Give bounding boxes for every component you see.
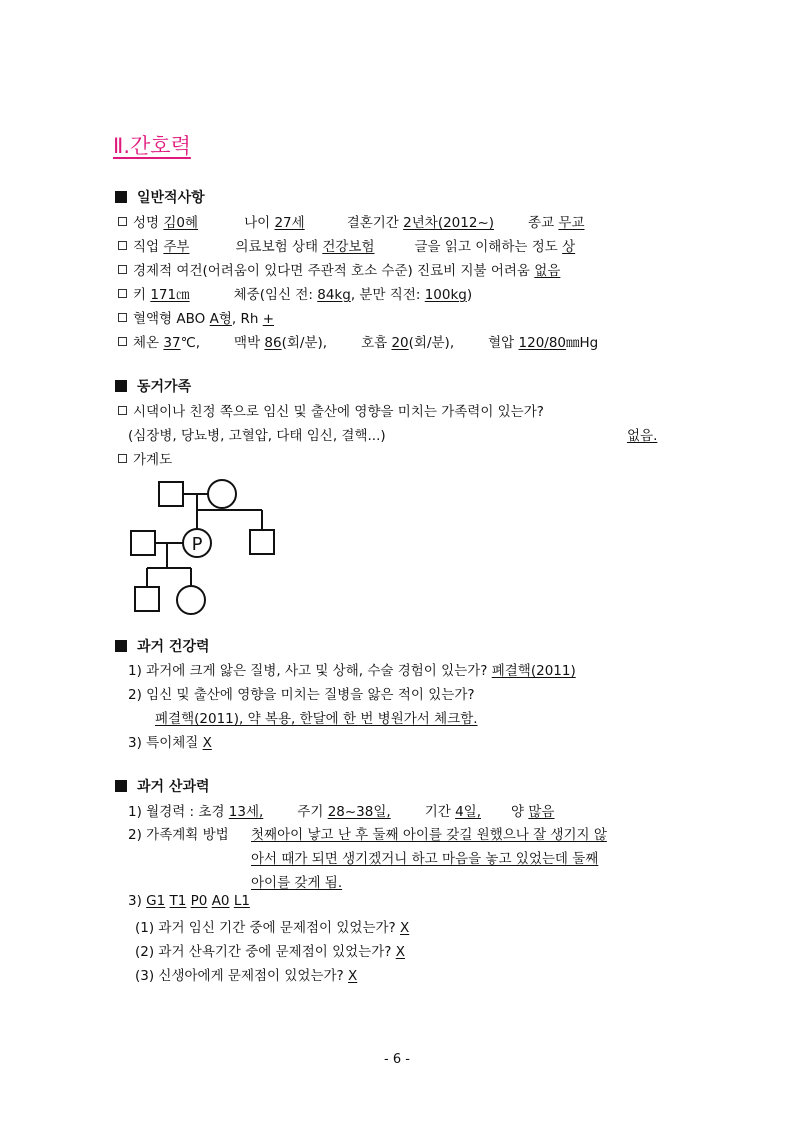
weight-mid-label: 분만 직전: <box>359 287 421 303</box>
weight-pre-value: 84kg <box>317 287 351 303</box>
menstrual-history <box>128 800 554 820</box>
q3-text: 3) 특이체질 <box>128 735 199 751</box>
pulse-value: 86 <box>264 335 282 351</box>
bullet-icon <box>118 265 127 274</box>
amount-value: 많음 <box>528 804 555 820</box>
past-health-q3 <box>128 731 212 751</box>
genogram-son <box>135 587 159 611</box>
resp-label: 호흡 <box>361 335 388 351</box>
genogram-daughter <box>177 586 205 614</box>
genogram-brother <box>250 530 274 554</box>
sub1-answer: X <box>400 920 410 936</box>
insurance-label: 의료보험 상태 <box>235 239 319 255</box>
blood-label: 혈액형 ABO <box>133 311 206 327</box>
sub1-text: (1) 과거 임신 기간 중에 문제점이 있었는가? <box>135 920 396 936</box>
sub2-text: (2) 과거 산욕기간 중에 문제점이 있었는가? <box>135 944 392 960</box>
general-row-5: 혈액형 ABO A형, Rh + <box>118 307 274 327</box>
temp-label: 체온 <box>133 335 160 351</box>
planning-line-2: 아서 때가 되면 생기겠거니 하고 마음을 놓고 있었는데 둘째 <box>251 851 599 867</box>
religion-label: 종교 <box>528 215 555 231</box>
bullet-icon <box>118 241 127 250</box>
sub3-text: (3) 신생아에게 문제점이 있었는가? <box>135 968 344 984</box>
square-bullet-icon <box>115 191 127 203</box>
religion-value: 무교 <box>558 215 585 231</box>
gtpal-g: G1 <box>146 893 166 909</box>
planning-line-1: 첫째아이 낳고 난 후 둘째 아이를 갖길 원했으나 잘 생기지 않 <box>251 827 607 843</box>
weight-post-value: 100kg <box>424 287 467 303</box>
obstetric-sub-3 <box>135 964 357 984</box>
gtpal-l: L1 <box>233 893 250 909</box>
genogram-label-row <box>118 448 172 468</box>
gtpal-prefix: 3) <box>128 893 142 909</box>
rh-value: + <box>262 311 275 327</box>
obstetric-sub-1 <box>135 916 409 936</box>
bullet-icon <box>118 454 127 463</box>
bp-label: 혈압 <box>488 335 515 351</box>
weight-close: ) <box>466 287 473 303</box>
genogram-grandfather <box>159 482 183 506</box>
section-past-obstetric-heading <box>115 776 210 796</box>
cycle-label: 주기 <box>297 804 324 820</box>
duration-label: 기간 <box>424 804 451 820</box>
bullet-icon <box>118 313 127 322</box>
page-number: - 6 - <box>384 1052 410 1067</box>
genogram-patient-mark: P <box>191 534 203 555</box>
age-value: 27세 <box>274 215 305 231</box>
insurance-value: 건강보험 <box>322 239 375 255</box>
age-label: 나이 <box>244 215 271 231</box>
bullet-icon <box>118 217 127 226</box>
pulse-label: 맥박 <box>234 335 261 351</box>
genogram-grandmother <box>208 480 236 508</box>
planning-line-3: 아이를 갖게 됨. <box>251 875 343 891</box>
square-bullet-icon <box>115 380 127 392</box>
family-question-detail: (심장병, 당뇨병, 고혈압, 다태 임신, 결핵...) <box>128 428 386 444</box>
genogram-label: 가계도 <box>133 452 173 468</box>
job-value: 주부 <box>163 239 190 255</box>
literacy-value: 상 <box>562 239 576 255</box>
past-health-q2: 2) 임신 및 출산에 영향을 미치는 질병을 앓은 적이 있는가? <box>128 687 475 703</box>
literacy-label: 글을 읽고 이해하는 정도 <box>414 239 558 255</box>
q3-answer: X <box>202 735 212 751</box>
q1-answer: 폐결핵(2011) <box>491 663 576 679</box>
gtpal <box>128 893 250 909</box>
sub3-answer: X <box>348 968 358 984</box>
general-row-3 <box>118 259 560 279</box>
section-past-health-heading <box>115 636 210 656</box>
past-health-q2-answer: 폐결핵(2011), 약 복용, 한달에 한 번 병원가서 체크함. <box>155 711 478 727</box>
bullet-icon <box>118 406 127 415</box>
past-health-q1 <box>128 659 576 679</box>
duration-value: 4일, <box>455 804 482 820</box>
genogram <box>120 470 290 620</box>
general-row-2 <box>118 235 575 255</box>
family-question-answer: 없음. <box>627 428 658 444</box>
rh-label: Rh <box>240 311 259 327</box>
abo-value: A형 <box>209 311 232 327</box>
general-row-4: 키 171㎝ 체중(임신 전: 84kg, 분만 직전: 100kg) <box>118 283 472 303</box>
gtpal-a: A0 <box>211 893 230 909</box>
cycle-value: 28~38일, <box>327 804 391 820</box>
pulse-unit: (회/분), <box>281 335 328 351</box>
temp-unit: ℃, <box>180 335 201 351</box>
job-label: 직업 <box>133 239 160 255</box>
height-value: 171㎝ <box>150 287 190 303</box>
section-general-heading <box>115 187 205 207</box>
obstetric-sub-2 <box>135 940 405 960</box>
name-value: 김0혜 <box>163 215 199 231</box>
heading-text: 과거 건강력 <box>137 639 210 655</box>
genogram-husband <box>131 531 155 555</box>
section-family-heading <box>115 376 191 396</box>
heading-text: 과거 산과력 <box>137 779 210 795</box>
temp-value: 37 <box>163 335 181 351</box>
resp-value: 20 <box>391 335 409 351</box>
economic-label: 경제적 여건(어려움이 있다면 주관적 호소 수준) 진료비 지불 어려움 <box>133 263 530 279</box>
bp-value: 120/80 <box>518 335 567 351</box>
square-bullet-icon <box>115 640 127 652</box>
family-question <box>118 400 544 420</box>
amount-label: 양 <box>511 804 525 820</box>
planning-label: 2) 가족계획 방법 <box>128 827 229 843</box>
bp-unit: ㎜Hg <box>566 335 599 351</box>
gtpal-t: T1 <box>169 893 187 909</box>
q1-text: 1) 과거에 크게 앓은 질병, 사고 및 상해, 수술 경험이 있는가? <box>128 663 488 679</box>
menstrual-label: 1) 월경력 : 초경 <box>128 804 225 820</box>
gtpal-p: P0 <box>190 893 208 909</box>
sub2-answer: X <box>395 944 405 960</box>
general-row-6 <box>118 331 598 351</box>
economic-value: 없음 <box>534 263 561 279</box>
menarche-value: 13세, <box>228 804 264 820</box>
heading-text: 일반적사항 <box>137 190 205 206</box>
heading-text: 동거가족 <box>137 379 192 395</box>
family-question-text: 시댁이나 친정 쪽으로 임신 및 출산에 영향을 미치는 가족력이 있는가? <box>133 404 544 420</box>
general-row-1 <box>118 211 585 231</box>
height-label: 키 <box>133 287 147 303</box>
resp-unit: (회/분), <box>408 335 455 351</box>
bullet-icon <box>118 289 127 298</box>
page-title: Ⅱ.간호력 <box>113 134 191 158</box>
married-label: 결혼기간 <box>346 215 399 231</box>
square-bullet-icon <box>115 780 127 792</box>
bullet-icon <box>118 337 127 346</box>
married-value: 2년차(2012~) <box>403 215 495 231</box>
name-label: 성명 <box>133 215 160 231</box>
weight-label: 체중(임신 전: <box>233 287 313 303</box>
